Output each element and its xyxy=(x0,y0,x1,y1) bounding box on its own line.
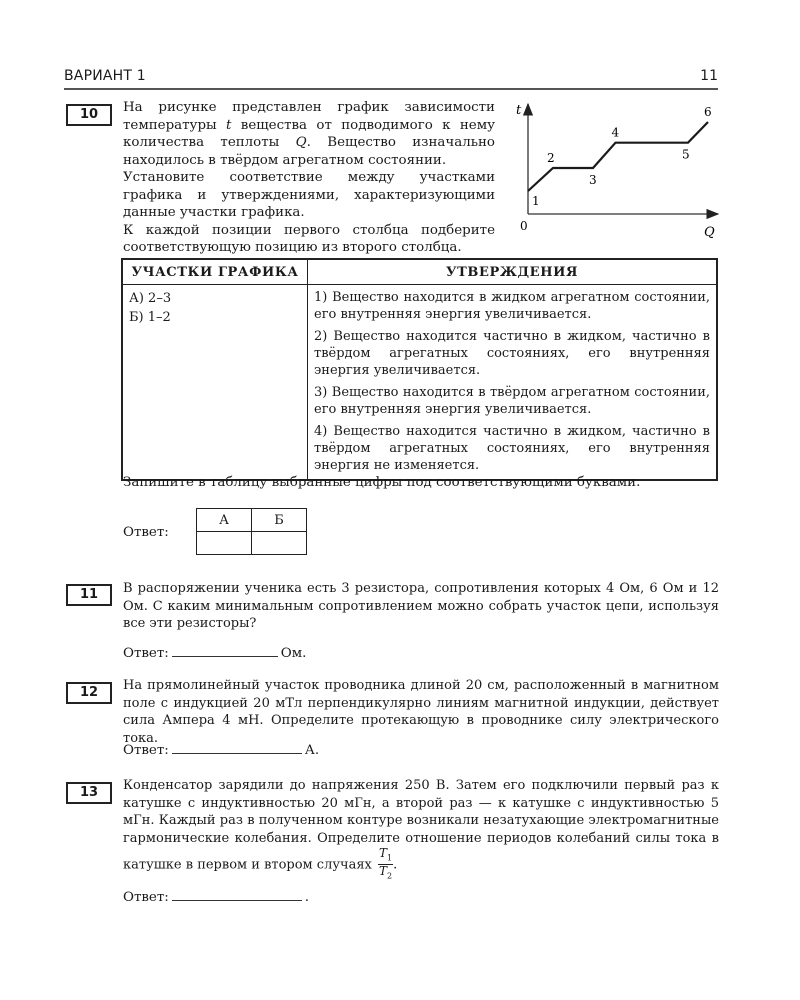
segment-b: Б) 1–2 xyxy=(129,310,171,325)
q13-text-body: Конденсатор зарядили до напряжения 250 В. Затем его подключили первый раз к катушке с индуктивностью 20 мГн, а второй раз — к катушке с индуктивностью 5 мГн. Каждый раз в полученном контуре возникали незатухающие электромагнитные гармонические колебания. Определите отношение периодов колебаний силы тока в катушке в первом и втором случаях xyxy=(123,778,719,873)
q11-answer-unit: Ом. xyxy=(280,646,307,661)
graph-point-label: 2 xyxy=(547,151,555,165)
statement-3: 3) Вещество находится в твёрдом агрегатном состоянии, его внутренняя энергия увеличивается. xyxy=(314,385,710,417)
answer-col-b-header: Б xyxy=(252,509,307,532)
numerator-sub: 1 xyxy=(387,853,393,863)
question-10-text xyxy=(123,99,495,257)
statement-1: 1) Вещество находится в жидком агрегатном состоянии, его внутренняя энергия увеличивается. xyxy=(314,290,710,322)
q12-answer-unit: А. xyxy=(304,743,320,758)
variant-title: ВАРИАНТ 1 xyxy=(64,68,146,84)
q10-answer-table xyxy=(196,508,307,555)
statements-cell xyxy=(308,285,718,481)
q11-answer-field[interactable] xyxy=(172,644,278,657)
graph-point-label: 5 xyxy=(682,147,690,162)
q13-answer xyxy=(123,888,309,905)
fraction-numerator xyxy=(378,847,393,865)
page-number: 11 xyxy=(700,68,718,84)
question-11-text: В распоряжении ученика есть 3 резистора, сопротивления которых 4 Ом, 6 Ом и 12 Ом. С каким минимальным сопротивлением можно собрать участок цепи, используя все эти резисторы? xyxy=(123,581,719,631)
denominator-sub: 2 xyxy=(387,871,393,881)
q13-text-end: . xyxy=(393,857,398,873)
q10-paragraph-2: Установите соответствие между участками графика и утверждениями, характеризующими данные участки графика. xyxy=(123,170,495,220)
temperature-heat-graph xyxy=(506,98,730,246)
question-number-10: 10 xyxy=(66,104,112,126)
q12-answer-label: Ответ: xyxy=(123,743,169,758)
question-12-text: На прямолинейный участок проводника длиной 20 см, расположенный в магнитном поле с индукцией 20 мТл перпендикулярно линиям магнитной индукции, действует сила Ампера 4 мН. Определите протекающую в проводнике силу электрического тока. xyxy=(123,678,719,746)
q12-answer-field[interactable] xyxy=(172,741,302,754)
statement-4: 4) Вещество находится частично в жидком, частично в твёрдом агрегатных состояниях, его внутренняя энергия не изменяется. xyxy=(314,424,710,473)
q12-answer xyxy=(123,741,319,758)
var-t: t xyxy=(226,117,232,133)
q13-answer-unit: . xyxy=(304,890,310,905)
graph-point-label: 1 xyxy=(532,194,540,208)
q11-answer-label: Ответ: xyxy=(123,646,169,661)
x-axis-label: Q xyxy=(704,225,715,240)
question-number-12: 12 xyxy=(66,682,112,704)
statement-2: 2) Вещество находится частично в жидком, частично в твёрдом агрегатных состояниях, его внутренняя энергия увеличивается. xyxy=(314,329,710,378)
answer-col-a-header: А xyxy=(197,509,252,532)
answer-cell-a[interactable] xyxy=(197,532,252,555)
segment-a: А) 2–3 xyxy=(129,291,172,306)
numerator-var: T xyxy=(379,846,388,860)
origin-label: 0 xyxy=(520,219,528,233)
col-header-statements: УТВЕРЖДЕНИЯ xyxy=(308,259,718,285)
page-header xyxy=(64,66,718,90)
period-ratio-fraction xyxy=(378,847,393,883)
graph-point-label: 4 xyxy=(611,125,620,140)
col-header-segments: УЧАСТКИ ГРАФИКА xyxy=(122,259,308,285)
q10-text-part: На рисунке представлен график зависимости температуры xyxy=(123,100,495,133)
q13-answer-label: Ответ: xyxy=(123,890,169,905)
graph-point-label: 6 xyxy=(704,105,712,119)
matching-table xyxy=(121,258,718,481)
fraction-denominator xyxy=(378,865,393,882)
q10-instruction: Запишите в таблицу выбранные цифры под соответствующими буквами. xyxy=(123,475,641,490)
q10-text-part: вещества от подводимого к нему количества теплоты xyxy=(123,117,495,150)
answer-cell-b[interactable] xyxy=(252,532,307,555)
q10-text-part: . Вещество изначально находилось в твёрдом агрегатном состоянии. xyxy=(123,135,495,168)
question-number-13: 13 xyxy=(66,782,112,804)
question-13-text xyxy=(123,777,719,883)
segments-cell xyxy=(122,285,308,481)
question-number-11: 11 xyxy=(66,584,112,606)
var-q: Q xyxy=(295,135,307,150)
q10-paragraph-1 xyxy=(123,99,495,169)
denominator-var: T xyxy=(379,864,388,879)
q10-answer-label: Ответ: xyxy=(123,525,169,540)
q11-answer xyxy=(123,644,306,661)
q13-answer-field[interactable] xyxy=(172,888,302,901)
y-axis-label: t xyxy=(516,103,522,118)
graph-point-label: 3 xyxy=(589,173,597,187)
q10-paragraph-3: К каждой позиции первого столбца подберите соответствующую позицию из второго столбца. xyxy=(123,222,495,255)
